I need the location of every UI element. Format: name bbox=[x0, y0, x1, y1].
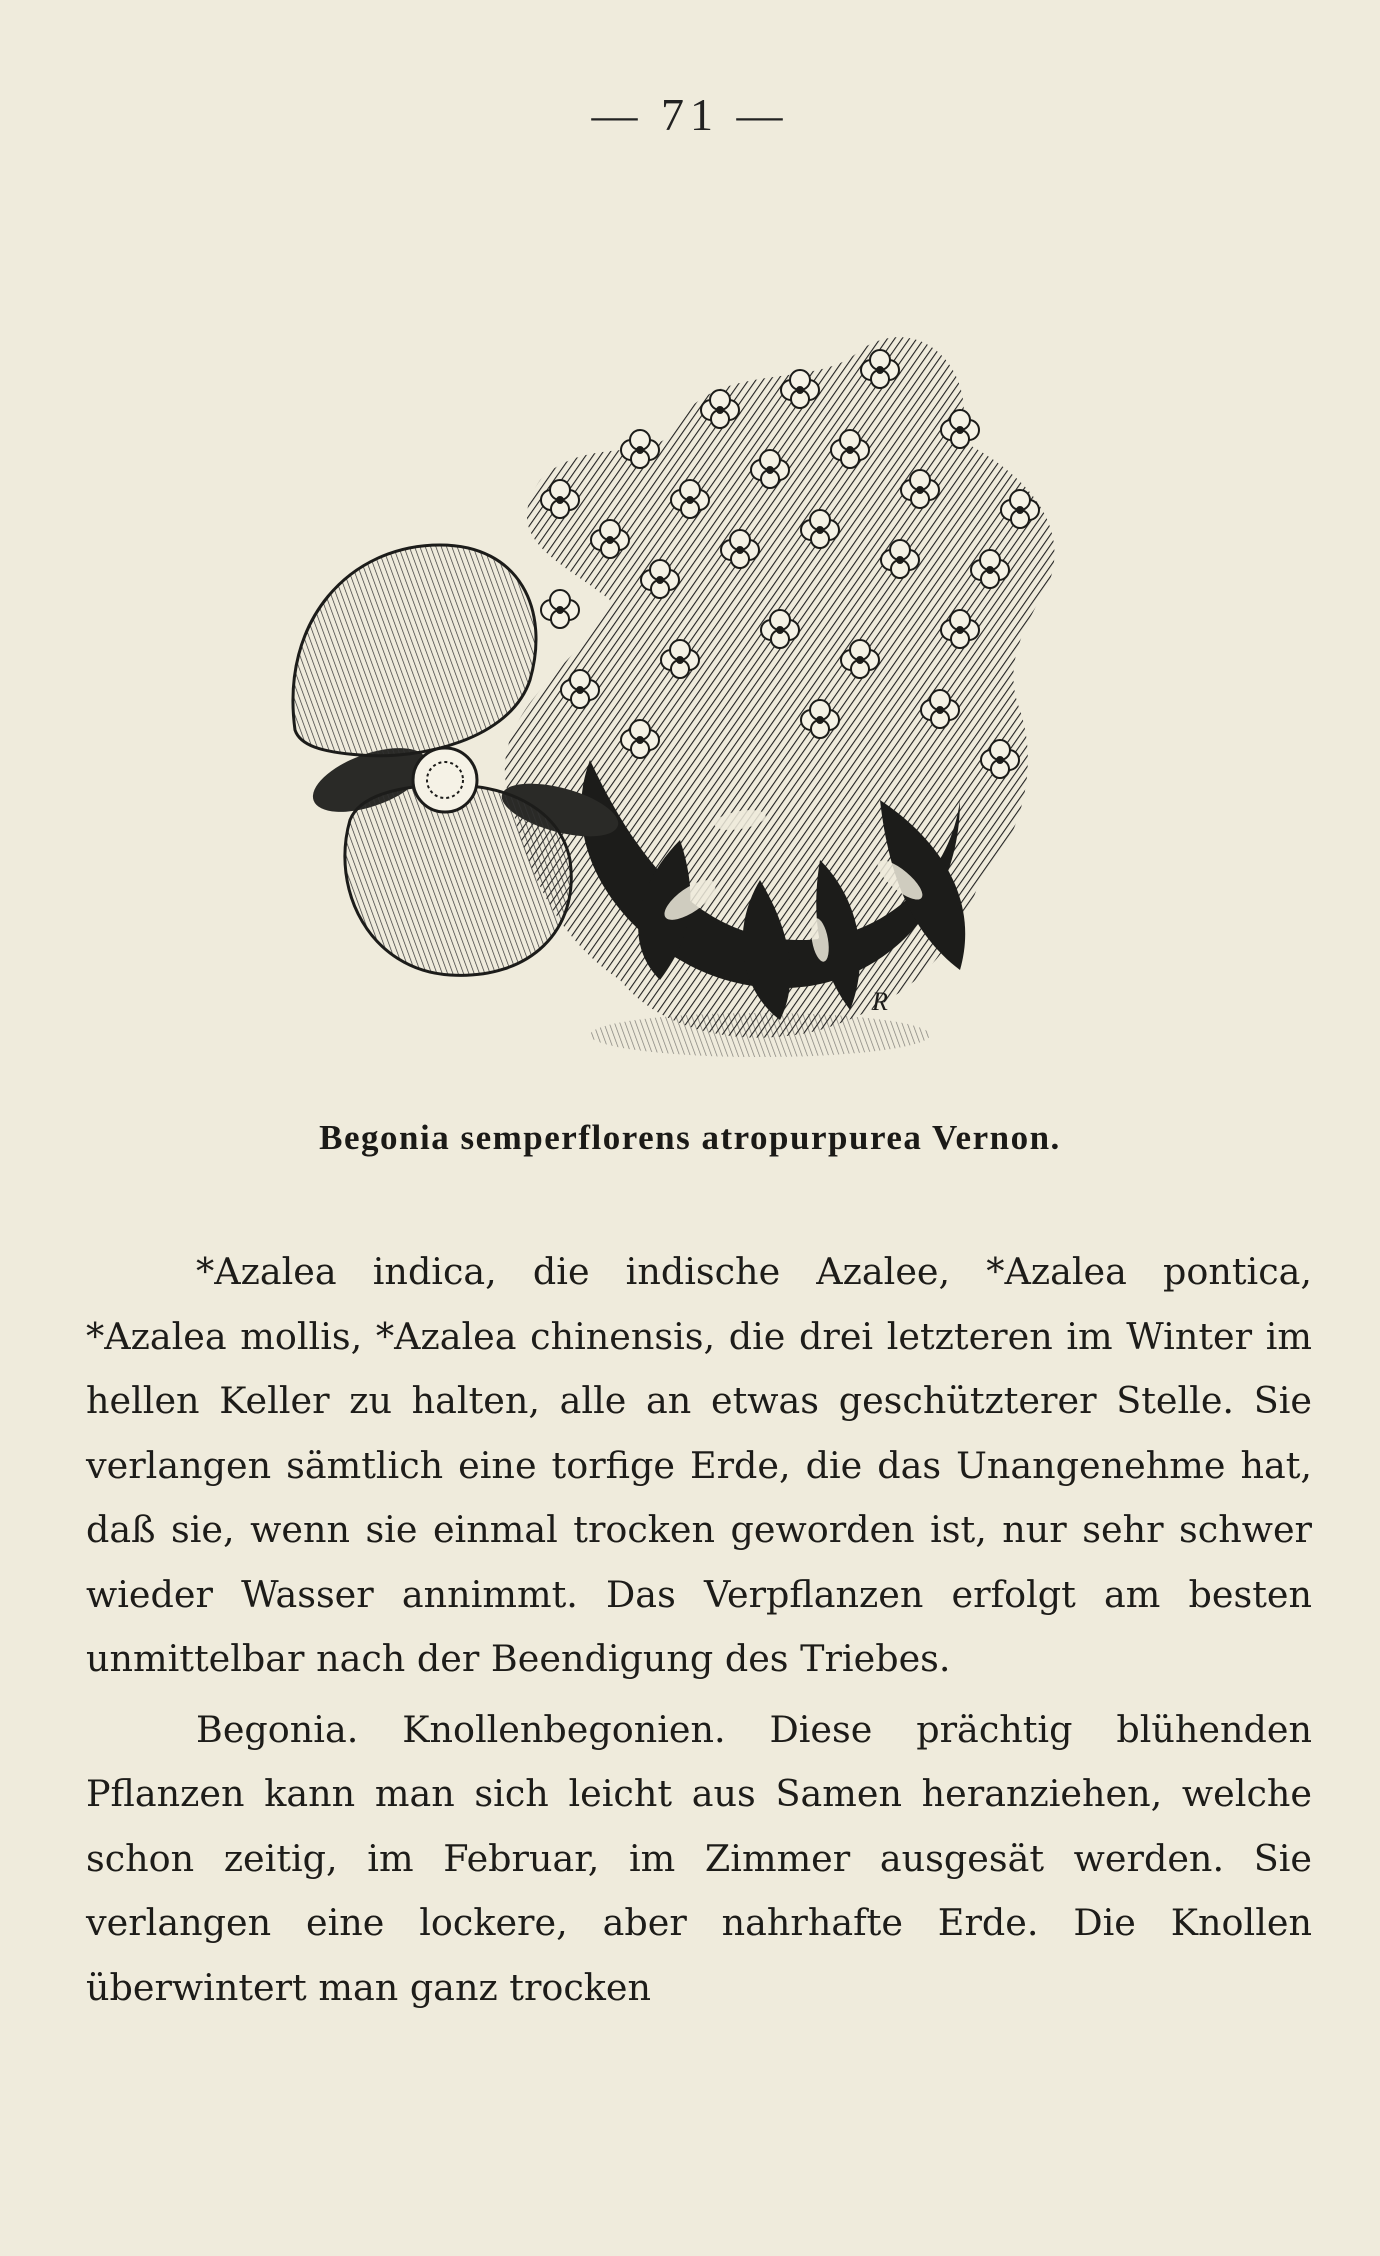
figure-caption: Begonia semperflorens atropurpurea Vernon. bbox=[319, 1118, 1061, 1157]
artist-monogram: R bbox=[872, 987, 888, 1016]
paragraph-azalea: *Azalea indica, die indische Azalee, *Azalea pontica, *Azalea mollis, *Azalea chinensis, die drei letzteren im Winter im hellen Keller zu halten, alle an etwas geschützterer Stelle. Sie verlangen sämtlich eine torfige Erde, die das Unangenehme hat, daß sie, wenn sie einmal trocken geworden ist, nur sehr schwer wieder Wasser annimmt. Das Verpflanzen erfolgt am besten unmittelbar nach der Beendigung des Triebes. bbox=[86, 1250, 1312, 1680]
begonia-illustration bbox=[260, 240, 1140, 1080]
paragraph-begonia: Begonia. Knollenbegonien. Diese prächtig blühenden Pflanzen kann man sich leicht aus Samen heranziehen, welche schon zeitig, im Februar, im Zimmer ausgesät werden. Sie verlangen eine lockere, aber nahrhafte Erde. Die Knollen überwintert man ganz trocken bbox=[86, 1707, 1312, 2009]
body-text bbox=[86, 1240, 1312, 2020]
page-number: — 71 — bbox=[591, 89, 789, 140]
